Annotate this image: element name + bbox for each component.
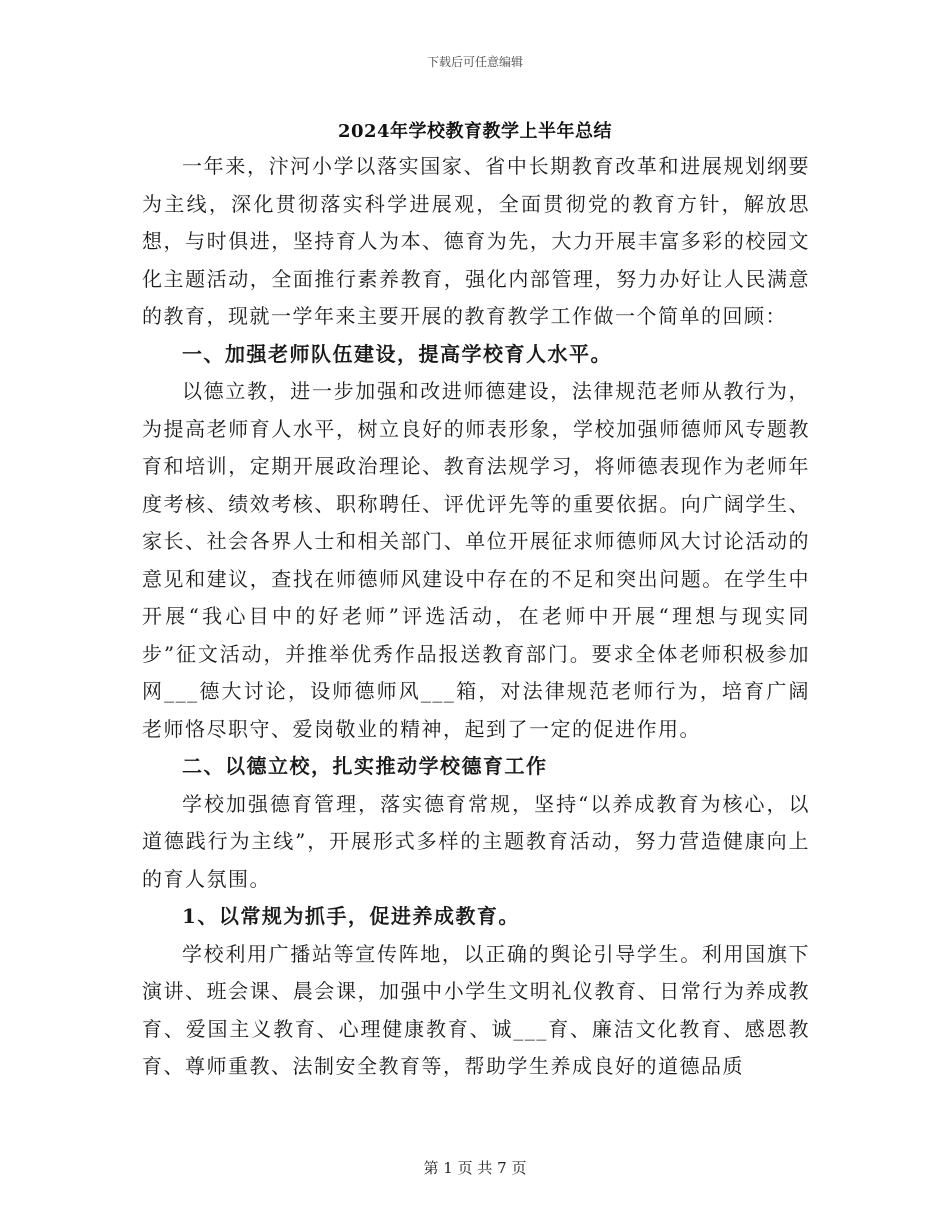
document-title: 2024年学校教育教学上半年总结 [337,121,613,142]
section-heading: 1、以常规为抓手，促进养成教育。 [182,904,520,928]
paragraph: 以德立教，进一步加强和改进师德建设，法律规范老师从教行为，为提高老师育人水平，树立良好的师表形象，学校加强师德师风专题教育和培训，定期开展政治理论、教育法规学习，将师德表现作为老师年度考核、绩效考核、职称聘任、评优评先等的重要依据。向广阔学生、家长、社会各界人士和相关部门、单位开展征求师德师风大讨论活动的意见和建议，查找在师德师风建设中存在的不足和突出问题。在学生中开展“我心目中的好老师”评选活动，在老师中开展“理想与现实同步”征文活动，并推举优秀作品报送教育部门。要求全体老师积极参加网___德大讨论，设师德师风___箱，对法律规范老师行为，培育广阔老师恪尽职守、爱岗敬业的精神，起到了一定的促进作用。 [142,379,810,741]
header-note: 下载后可任意编辑 [426,55,523,69]
paragraph: 一年来，汴河小学以落实国家、省中长期教育改革和进展规划纲要为主线，深化贯彻落实科学进展观，全面贯彻党的教育方针，解放思想，与时俱进，坚持育人为本、德育为先，大力开展丰富多彩的校园文化主题活动，全面推行素养教育，强化内部管理，努力办好让人民满意的教育，现就一学年来主要开展的教育教学工作做一个简单的回顾： [142,154,810,328]
document-body [142,148,810,1086]
section-heading: 二、以德立校，扎实推动学校德育工作 [182,754,548,778]
paragraph: 学校利用广播站等宣传阵地，以正确的舆论引导学生。利用国旗下演讲、班会课、晨会课，加强中小学生文明礼仪教育、日常行为养成教育、爱国主义教育、心理健康教育、诚___育、廉洁文化教育、感恩教育、尊师重教、法制安全教育等，帮助学生养成良好的道德品质 [142,941,810,1078]
section-heading: 一、加强老师队伍建设，提高学校育人水平。 [182,341,612,366]
page-number: 第 1 页 共 7 页 [423,1159,527,1177]
paragraph: 学校加强德育管理，落实德育常规，坚持“以养成教育为核心，以道德践行为主线”，开展形式多样的主题教育活动，努力营造健康向上的育人氛围。 [142,791,810,891]
